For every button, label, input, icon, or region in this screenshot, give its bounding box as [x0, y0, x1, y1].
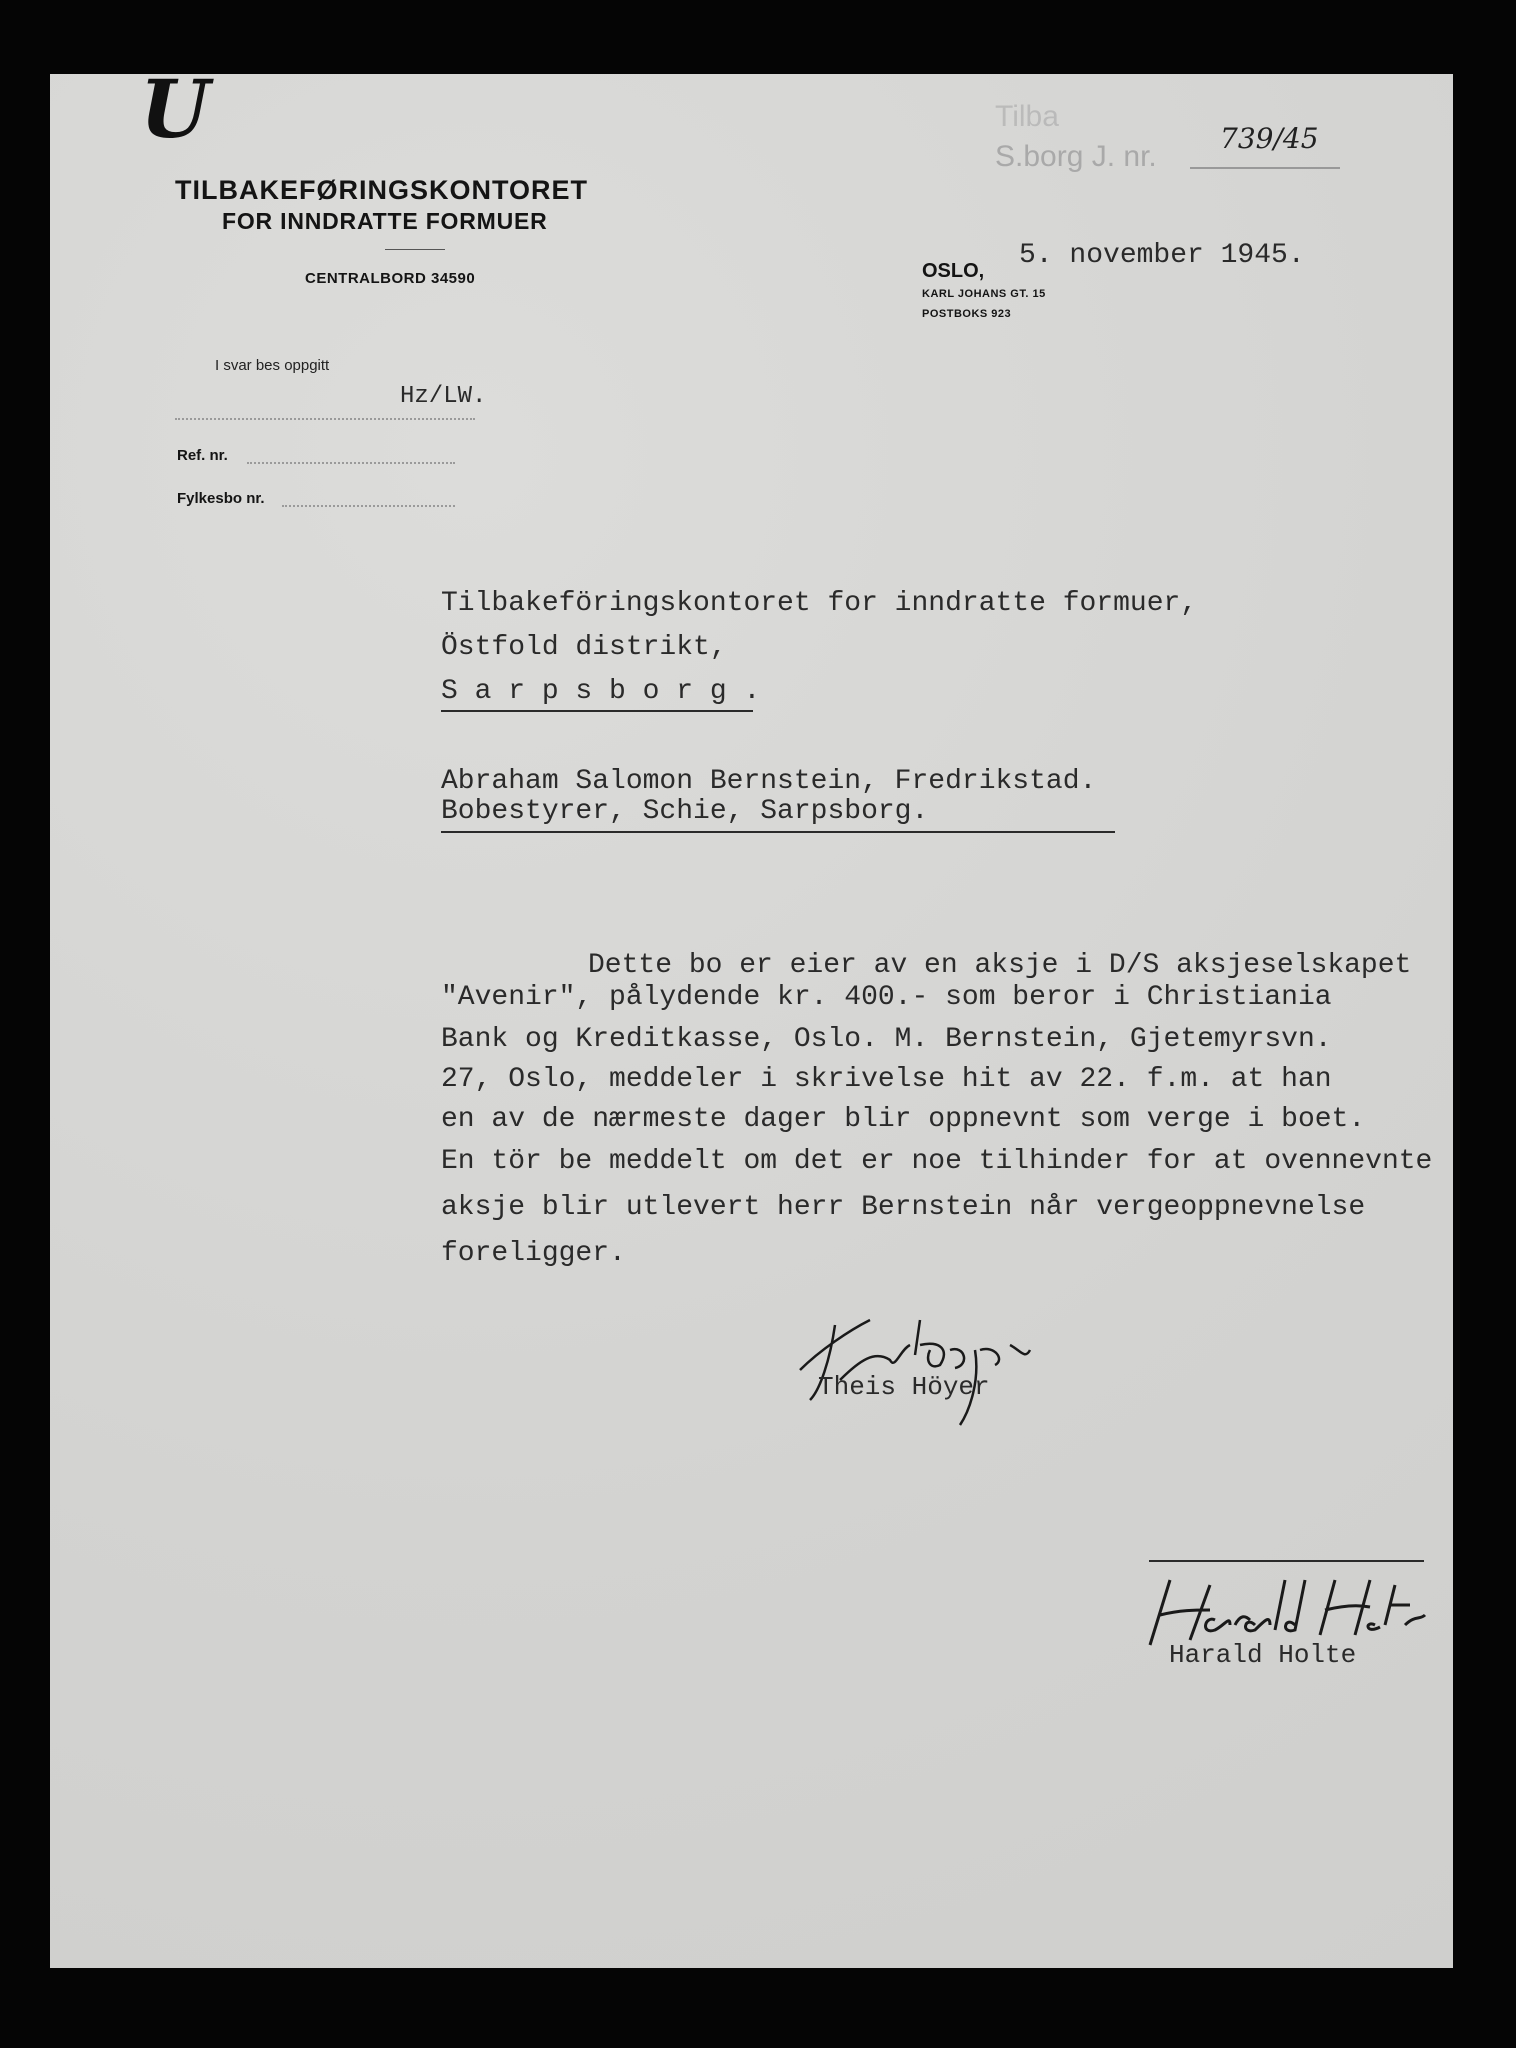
- signature-name-hoyer: Theis Höyer: [818, 1372, 990, 1402]
- letterhead-postbox: POSTBOKS 923: [922, 308, 1012, 320]
- body-line: en av de nærmeste dager blir oppnevnt som verge i boet.: [441, 1104, 1366, 1135]
- recipient-underline: [441, 710, 753, 712]
- body-line: En tör be meddelt om det er noe tilhinder for at ovennevnte: [441, 1146, 1433, 1177]
- journal-stamp-line2: S.borg J. nr.: [995, 140, 1157, 173]
- stamp-underline: [1190, 167, 1340, 169]
- letterhead-phone: CENTRALBORD 34590: [305, 270, 476, 287]
- county-number-dotline: [282, 505, 455, 507]
- handwritten-signature-hoyer: [780, 1290, 1060, 1430]
- subject-line: Abraham Salomon Bernstein, Fredrikstad.: [441, 766, 1097, 797]
- recipient-line: S a r p s b o r g .: [441, 676, 761, 707]
- journal-number-handwritten: 739/45: [1220, 122, 1319, 155]
- letterhead-city: OSLO,: [922, 260, 985, 282]
- reply-reference-label: I svar bes oppgitt: [215, 357, 330, 374]
- body-line: Dette bo er eier av en aksje i D/S aksjeselskapet: [588, 950, 1412, 981]
- letterhead-subtitle: FOR INNDRATTE FORMUER: [222, 208, 548, 234]
- ref-number-label: Ref. nr.: [177, 447, 228, 464]
- body-line: foreligger.: [441, 1238, 626, 1269]
- body-line: 27, Oslo, meddeler i skrivelse hit av 22. f.m. at han: [441, 1064, 1332, 1095]
- journal-stamp-line1: Tilba: [995, 100, 1059, 133]
- letterhead-street: KARL JOHANS GT. 15: [922, 288, 1046, 300]
- letterhead-title: TILBAKEFØRINGSKONTORET: [175, 175, 588, 205]
- county-number-label: Fylkesbo nr.: [177, 490, 265, 507]
- body-line: Bank og Kreditkasse, Oslo. M. Bernstein, Gjetemyrsvn.: [441, 1024, 1332, 1055]
- body-line: aksje blir utlevert herr Bernstein når vergeoppnevnelse: [441, 1192, 1366, 1223]
- signature-line: [1149, 1560, 1424, 1562]
- reply-reference-value: Hz/LW.: [400, 383, 487, 410]
- subject-line: Bobestyrer, Schie, Sarpsborg.: [441, 796, 929, 827]
- signature-name-holte: Harald Holte: [1169, 1640, 1357, 1670]
- subject-underline: [441, 831, 1115, 833]
- handwritten-margin-mark: U: [140, 62, 210, 156]
- body-line: "Avenir", pålydende kr. 400.- som beror i Christiania: [441, 982, 1332, 1013]
- reply-reference-dotline: [175, 418, 475, 420]
- recipient-line: Tilbakeföringskontoret for inndratte formuer,: [441, 588, 1198, 619]
- ref-number-dotline: [247, 462, 455, 464]
- letter-date: 5. november 1945.: [1019, 240, 1305, 271]
- recipient-line: Östfold distrikt,: [441, 632, 727, 663]
- letterhead-divider: [385, 249, 445, 250]
